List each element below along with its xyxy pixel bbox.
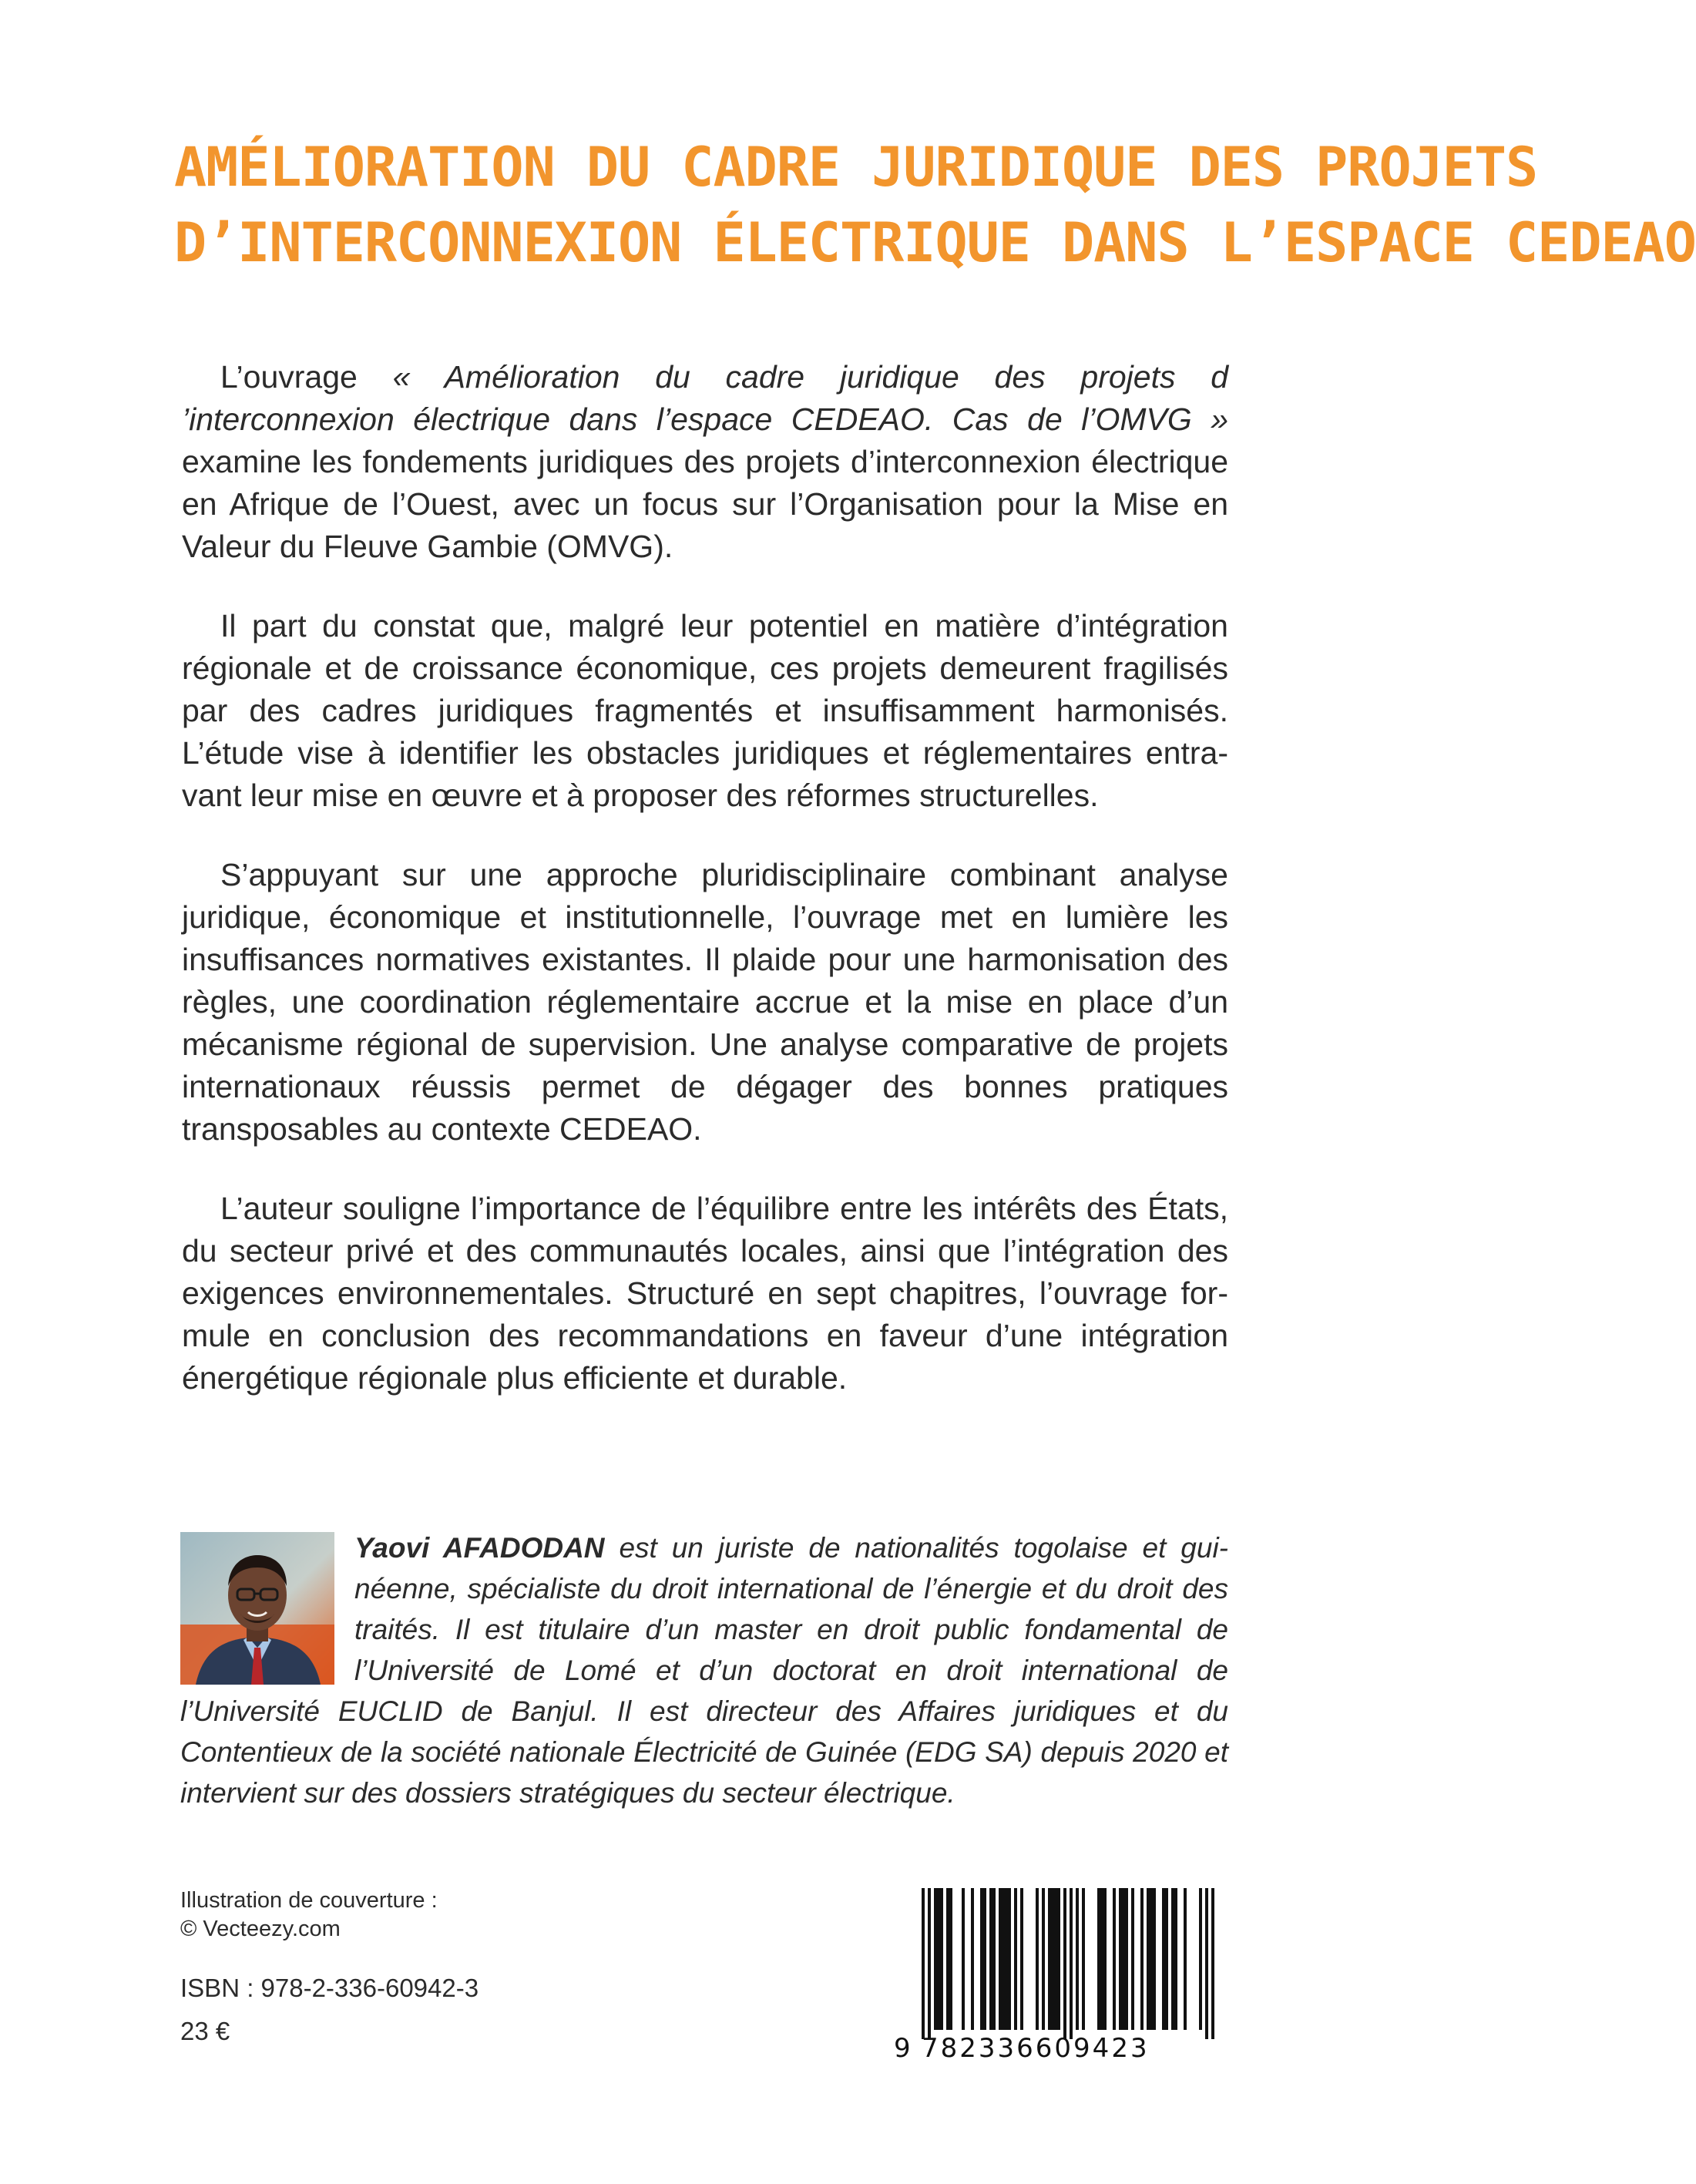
barcode-bar — [1199, 1888, 1202, 2030]
barcode-first-digit: 9 — [894, 2033, 912, 2064]
book-title — [174, 129, 1696, 281]
barcode-bar — [1211, 1888, 1214, 2039]
price: 23 € — [180, 2017, 230, 2045]
barcode-bar — [1184, 1888, 1187, 2030]
author-section — [180, 1527, 1228, 1813]
summary-paragraph-3: S’appuyant sur une approche pluridisciplinaire combinant analyse juridique, économique et institutionnelle, l’ouvrage met en lumière les insuffisances normatives existantes. Il plaide pour une harmonisation des règles, une coordination réglementaire accrue et la mise en place d’un mécanisme régional de supervision. Une analyse comparative de projets internationaux réussis permet de dégager des bonnes pratiques transposables au contexte CEDEAO. — [182, 857, 1228, 1147]
summary-paragraph-4: L’auteur souligne l’importance de l’équilibre entre les intérêts des États, du secteur privé et des communautés locales, ainsi que l’intégration des exigences environnementales. Structuré en sept chapitres, l’ouvrage formule en conclusion des recommandations en faveur d’une intégration énergétique régionale plus efficiente et durable. — [182, 1191, 1228, 1396]
barcode-bar — [992, 1888, 996, 2030]
barcode-bar — [1008, 1888, 1011, 2030]
summary-paragraph-2: Il part du constat que, malgré leur potentiel en matière d’intégration régionale et de croissance économique, ces projets demeurent fragilisés par des cadres juridiques fragmentés et insuffisamment harmonisés. L’étude vise à identifier les obstacles juridiques et réglementaires entravant leur mise en œuvre et à proposer des réformes structurelles. — [182, 608, 1228, 813]
author-bio-text: est un juriste de nationalités togolaise et guinéenne, spécialiste du droit international de l’énergie et du droit des traités. Il est titulaire d’un master en droit public fondamental de l’Université de Lomé et d’un doctorat en droit international de l’Université EUCLID de Banjul. Il est directeur des Affaires juridiques et du Contentieux de la société nationale Électricité de Guinée (EDG SA) depuis 2020 et intervient sur des dossiers stratégiques du secteur électrique. — [180, 1532, 1228, 1809]
barcode-bar — [1162, 1888, 1165, 2030]
barcode-bars — [894, 1888, 1225, 2039]
barcode-bar — [1153, 1888, 1156, 2030]
summary-paragraph-1 — [182, 356, 1228, 568]
barcode-bar — [949, 1888, 952, 2030]
barcode-bar — [1048, 1888, 1051, 2030]
author-bio — [180, 1527, 1228, 1813]
barcode-bar — [999, 1888, 1002, 2030]
barcode-bar — [1119, 1888, 1122, 2030]
barcode-bar — [1147, 1888, 1150, 2030]
barcode-bar — [1165, 1888, 1168, 2030]
barcode-bar — [940, 1888, 943, 2030]
barcode-bar — [1205, 1888, 1208, 2039]
barcode-bar — [1097, 1888, 1100, 2030]
barcode-bar — [1103, 1888, 1107, 2030]
summary-book-title: « Amélioration du cadre juridique des projets d ’interconnexion électrique dans l’espace CEDEAO. Cas de l’OMVG » — [182, 359, 1228, 437]
barcode-bar — [1020, 1888, 1023, 2030]
barcode-bar — [946, 1888, 949, 2030]
barcode-bar — [928, 1888, 931, 2039]
illustration-credit — [180, 1887, 438, 1944]
barcode-bar — [1057, 1888, 1060, 2030]
book-title-line-1: AMÉLIORATION DU CADRE JURIDIQUE DES PROJETS — [174, 136, 1538, 199]
illustration-credit-label: Illustration de couverture : — [180, 1888, 438, 1913]
barcode-bar — [937, 1888, 940, 2030]
barcode-bar — [934, 1888, 937, 2030]
barcode-bar — [1131, 1888, 1134, 2030]
barcode-digit-string: 782336609423 — [922, 2033, 1150, 2064]
isbn-barcode — [894, 1888, 1225, 2062]
barcode-bar — [1036, 1888, 1039, 2030]
isbn-number: ISBN : 978-2-336-60942-3 — [180, 1974, 479, 2002]
book-title-line-2: D’INTERCONNEXION ÉLECTRIQUE DANS L’ESPACE CEDEAO — [174, 211, 1696, 274]
barcode-bar — [1070, 1888, 1073, 2039]
barcode-bar — [1014, 1888, 1017, 2030]
barcode-bar — [1076, 1888, 1079, 2030]
author-name: Yaovi AFADODAN — [354, 1532, 605, 1564]
barcode-bar — [1054, 1888, 1057, 2030]
barcode-bar — [980, 1888, 983, 2030]
barcode-bar — [922, 1888, 925, 2039]
barcode-bar — [1082, 1888, 1085, 2030]
barcode-bar — [1125, 1888, 1128, 2030]
author-photo — [180, 1532, 334, 1685]
barcode-bar — [1063, 1888, 1066, 2039]
barcode-bar — [1100, 1888, 1103, 2030]
summary-intro: L’ouvrage — [220, 359, 393, 395]
barcode-bar — [1005, 1888, 1008, 2030]
barcode-bar — [983, 1888, 986, 2030]
summary-paragraph-1-rest: examine les fondements juridiques des projets d’interconnexion électrique en Afrique de l’Ouest, avec un focus sur l’Organisation pour la Mise en Valeur du Fleuve Gambie (OMVG). — [182, 444, 1228, 564]
summary-text — [182, 356, 1228, 1436]
barcode-bar — [1113, 1888, 1116, 2030]
barcode-bar — [1002, 1888, 1005, 2030]
barcode-bar — [1150, 1888, 1153, 2030]
illustration-credit-source: © Vecteezy.com — [180, 1917, 341, 1941]
barcode-bar — [1140, 1888, 1144, 2030]
barcode-bar — [1171, 1888, 1174, 2030]
barcode-bar — [1174, 1888, 1177, 2030]
barcode-bar — [962, 1888, 965, 2030]
barcode-bar — [1122, 1888, 1125, 2030]
barcode-bar — [1051, 1888, 1054, 2030]
barcode-bar — [1042, 1888, 1045, 2030]
barcode-bar — [989, 1888, 992, 2030]
barcode-bar — [971, 1888, 974, 2030]
